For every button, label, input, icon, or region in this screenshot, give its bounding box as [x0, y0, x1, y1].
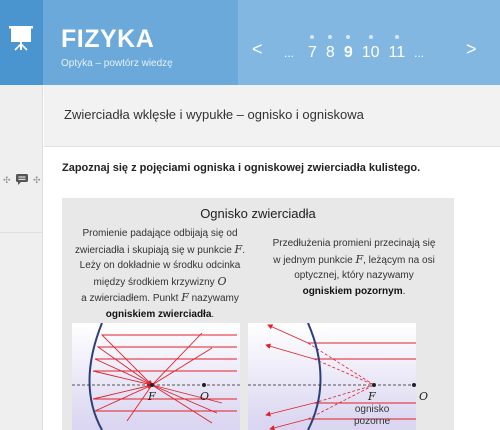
side-tool-row — [0, 170, 43, 192]
app-subtitle: Optyka – powtórz wiedzę — [61, 58, 173, 69]
convex-mirror-diagram — [248, 323, 416, 430]
drag-handle-icon[interactable]: ✣ — [33, 175, 41, 185]
title-area — [43, 0, 238, 85]
convex-center-label: O — [419, 390, 429, 403]
page-ellipsis-left[interactable]: ... — [284, 46, 295, 60]
page-10[interactable]: 10 — [362, 44, 380, 62]
page-ellipsis-right[interactable]: ... — [414, 46, 425, 60]
presentation-board-icon — [0, 0, 43, 85]
intro-text: Zapoznaj się z pojęciami ogniska i ogniskowej zwierciadła kulistego. — [62, 162, 421, 174]
page-8[interactable]: 8 — [326, 44, 335, 62]
comment-icon[interactable] — [15, 173, 29, 186]
page-9-current[interactable]: 9 — [344, 44, 353, 62]
drag-handle-icon[interactable]: ✣ — [3, 175, 11, 185]
concave-mirror-diagram — [72, 323, 240, 430]
logo[interactable] — [0, 0, 43, 85]
page-11[interactable]: 11 — [389, 44, 406, 62]
page-navigation — [238, 0, 500, 85]
prev-page-button[interactable]: < — [252, 39, 263, 59]
section-title: Zwierciadła wklęsłe i wypukłe – ognisko i ogniskowa — [64, 107, 364, 122]
page-7[interactable]: 7 — [308, 44, 317, 62]
header — [0, 0, 500, 85]
app-title: FIZYKA — [61, 25, 155, 53]
left-toolbar — [0, 85, 43, 430]
concave-center-label: O — [200, 390, 210, 403]
section-header — [44, 85, 500, 147]
convex-focus-label: F — [368, 390, 376, 403]
focus-panel — [62, 198, 454, 430]
convex-description: Przedłużenia promieni przecinają się w jednym punkcie F, leżącym na osi optycznej, który nazywamy ogniskiem pozornym. — [272, 238, 436, 297]
panel-title: Ognisko zwierciadła — [200, 206, 316, 221]
concave-focus-label: F — [148, 390, 156, 403]
concave-description: Promienie padające odbijają się od zwierciadła i skupiają się w punkcie F. Leży on dokładnie w środku odcinka między środkiem krzywizny O a zwierciadłem. Punkt F nazywamy ogniskiem zwierciadła. — [75, 228, 245, 320]
virtual-focus-note: ognisko pozorne — [354, 404, 391, 427]
next-page-button[interactable]: > — [466, 39, 477, 59]
divider — [0, 232, 43, 233]
page-list — [284, 44, 438, 62]
